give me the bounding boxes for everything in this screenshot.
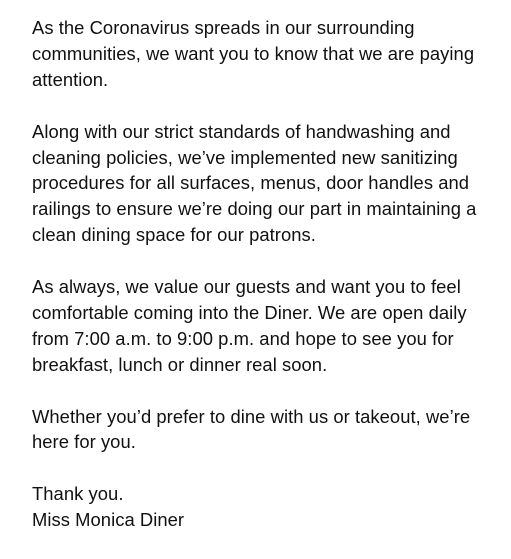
paragraph-hours	[32, 274, 502, 378]
text-line: procedures for all surfaces, menus, door handles and	[32, 172, 470, 194]
text-line: Whether you’d prefer to dine with us or takeout, we’re	[32, 405, 471, 427]
text-line: As the Coronavirus spreads in our surrounding	[32, 17, 415, 38]
text-line: here for you.	[32, 431, 136, 453]
text-line: comfortable coming into the Diner. We are open daily	[32, 301, 467, 323]
paragraph-intro	[32, 15, 502, 93]
paragraph-sanitizing	[32, 119, 502, 249]
signature-line: Miss Monica Diner	[32, 509, 185, 531]
text-line: As always, we value our guests and want you to feel	[32, 276, 461, 298]
text-line: from 7:00 a.m. to 9:00 p.m. and hope to see you for	[32, 327, 454, 349]
letter-body	[32, 15, 502, 559]
text-line: communities, we want you to know that we are paying	[32, 42, 475, 64]
text-line: breakfast, lunch or dinner real soon.	[32, 353, 328, 375]
text-line: Thank you.	[32, 483, 124, 505]
text-line: Along with our strict standards of handwashing and	[32, 120, 451, 142]
text-line: cleaning policies, we’ve implemented new sanitizing	[32, 146, 458, 168]
text-line: clean dining space for our patrons.	[32, 224, 316, 246]
paragraph-takeout	[32, 404, 502, 456]
text-line: railings to ensure we’re doing our part in maintaining a	[32, 198, 477, 220]
paragraph-signoff	[32, 481, 502, 533]
text-line: attention.	[32, 68, 109, 90]
